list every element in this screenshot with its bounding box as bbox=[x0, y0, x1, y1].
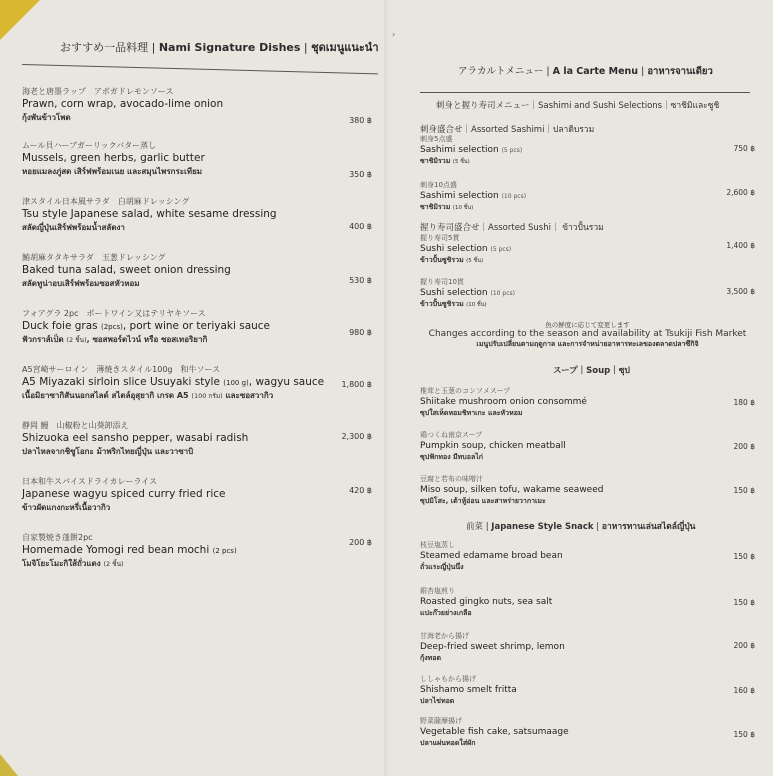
item-jp: 刺身10点盛 bbox=[420, 181, 457, 189]
item-en: Sushi selection (10 pcs) bbox=[420, 288, 515, 298]
item-th: เนื้อมิยาซากิสันนอกสไลด์ สไตล์อุสุยากิ เกรด A5 (100 กรัม) และซอสวากิว bbox=[22, 391, 274, 400]
menu-item bbox=[420, 716, 755, 749]
item-th: สลัดญี่ปุ่นเสิร์ฟพร้อมน้ำสลัดงา bbox=[22, 223, 125, 232]
item-jp: 日本和牛スパイスドライカレーライス bbox=[22, 477, 158, 486]
item-jp: 枝豆塩蒸し bbox=[420, 541, 455, 549]
item-en: Pumpkin soup, chicken meatball bbox=[420, 441, 566, 451]
item-jp: A5宮崎サーロイン 薄焼きスタイル100g 和牛ソース bbox=[22, 365, 221, 374]
assorted-sushi-heading: 握り寿司盛合せ｜Assorted Sushi｜ ข้าวปั้นรวม bbox=[420, 223, 604, 233]
item-th: ปลาแผ่นทอดใส่ผัก bbox=[420, 739, 476, 747]
item-th: ซุปใสเห็ดหอมชิทาเกะ และหัวหอม bbox=[420, 409, 523, 417]
item-th: ข้าวปั้นซูชิรวม (10 ชิ้น) bbox=[420, 300, 487, 308]
item-price: 1,800 ฿ bbox=[341, 380, 372, 389]
header-th: ชุดเมนูแนะนำ bbox=[311, 41, 379, 54]
item-th: ซาชิมิรวม (5 ชิ้น) bbox=[420, 157, 470, 165]
menu-item bbox=[420, 180, 755, 213]
item-en: Deep-fried sweet shrimp, lemon bbox=[420, 642, 565, 652]
menu-item bbox=[420, 430, 755, 463]
item-price: 420 ฿ bbox=[349, 486, 372, 495]
item-price: 150 ฿ bbox=[733, 486, 755, 495]
item-jp: 自家製焼き蓬餅2pc bbox=[22, 533, 93, 542]
seasonal-notice bbox=[420, 320, 755, 350]
menu-item bbox=[22, 476, 382, 514]
item-jp: 津スタイル日本風サラダ 白胡麻ドレッシング bbox=[22, 197, 190, 206]
item-jp: 椎茸と玉葱のコンソメスープ bbox=[420, 387, 511, 395]
menu-item bbox=[420, 233, 755, 266]
header-jp: おすすめ一品料理 bbox=[60, 41, 149, 54]
item-price: 160 ฿ bbox=[733, 686, 755, 695]
header-en: Nami Signature Dishes bbox=[158, 41, 301, 54]
item-price: 200 ฿ bbox=[733, 641, 755, 650]
item-en: Sashimi selection (5 pcs) bbox=[420, 145, 523, 155]
item-price: 150 ฿ bbox=[733, 552, 755, 561]
menu-item bbox=[22, 86, 382, 124]
menu-item bbox=[420, 631, 755, 664]
item-price: 200 ฿ bbox=[349, 538, 372, 547]
notice-en: Changes according to the season and availability at Tsukiji Fish Market bbox=[428, 329, 747, 339]
assorted-sashimi-heading: 刺身盛合せ｜Assorted Sashimi｜ปลาดิบรวม bbox=[420, 125, 595, 135]
header-en: A la Carte Menu bbox=[552, 66, 639, 77]
page-fold bbox=[384, 0, 390, 776]
snack-section-heading: 前菜 | Japanese Style Snack | อาหารทานเล่นสไตล์ญี่ปุ่น bbox=[466, 522, 696, 532]
item-jp: 甘海老から揚げ bbox=[420, 632, 469, 640]
menu-item bbox=[420, 277, 755, 310]
item-en: Sushi selection (5 pcs) bbox=[420, 244, 512, 254]
item-th: แปะก๊วยย่างเกลือ bbox=[420, 609, 472, 617]
item-th: ปลาไหลจากชิซูโอกะ ม้าพริกไทยญี่ปุ่น และวาซาบิ bbox=[22, 447, 194, 456]
item-th: ข้าวปั้นซูชิรวม (5 ชิ้น) bbox=[420, 256, 484, 264]
sashimi-section-heading: 刺身と握り寿司メニュー｜Sashimi and Sushi Selections｜ซาชิมิและซูชิ bbox=[436, 101, 720, 111]
item-price: 400 ฿ bbox=[349, 222, 372, 231]
notice-th: เมนูปรับเปลี่ยนตามฤดูกาล และการจำหน่ายอาหารทะเลของตลาดปลาซึกิจิ bbox=[476, 340, 699, 348]
item-en: Prawn, corn wrap, avocado-lime onion bbox=[22, 98, 224, 110]
stray-mark: › bbox=[392, 30, 396, 39]
menu-item bbox=[22, 252, 382, 290]
item-price: 380 ฿ bbox=[349, 116, 372, 125]
item-jp: 鶏つくね南京スープ bbox=[420, 431, 483, 439]
menu-item bbox=[22, 196, 382, 234]
header-th: อาหารจานเดียว bbox=[647, 66, 713, 77]
menu-item bbox=[420, 134, 755, 167]
item-en: Shishamo smelt fritta bbox=[420, 685, 517, 695]
item-en: Tsu style Japanese salad, white sesame dressing bbox=[22, 208, 277, 220]
menu-item bbox=[420, 586, 755, 619]
header-rule bbox=[22, 64, 378, 74]
item-price: 150 ฿ bbox=[733, 730, 755, 739]
item-price: 2,300 ฿ bbox=[341, 432, 372, 441]
corner-decoration bbox=[0, 0, 40, 40]
item-en: Miso soup, silken tofu, wakame seaweed bbox=[420, 485, 604, 495]
menu-item bbox=[22, 140, 382, 178]
menu-item bbox=[22, 420, 382, 458]
menu-item bbox=[420, 674, 755, 707]
item-en: Shizuoka eel sansho pepper, wasabi radish bbox=[22, 432, 249, 444]
item-th: กุ้งทอด bbox=[420, 654, 442, 662]
item-th: ถั่วแระญี่ปุ่นนึ่ง bbox=[420, 563, 464, 571]
item-th: ซาชิมิรวม (10 ชิ้น) bbox=[420, 203, 474, 211]
header-jp: アラカルトメニュー bbox=[458, 66, 544, 77]
item-th: ซุปมิโสะ, เต้าหู้อ่อน และสาหร่ายวากาเมะ bbox=[420, 497, 546, 505]
item-en: Mussels, green herbs, garlic butter bbox=[22, 152, 205, 164]
menu-item bbox=[420, 540, 755, 573]
item-price: 530 ฿ bbox=[349, 276, 372, 285]
item-th: ซุปฟักทอง มีทบอลไก่ bbox=[420, 453, 483, 461]
item-jp: 海老と唐墨ラップ アボガドレモンソース bbox=[22, 87, 174, 96]
item-en: Homemade Yomogi red bean mochi (2 pcs) bbox=[22, 544, 237, 556]
item-jp: ししゃもから揚げ bbox=[420, 675, 476, 683]
item-en: Japanese wagyu spiced curry fried rice bbox=[22, 488, 226, 500]
item-jp: 握り寿司5貫 bbox=[420, 234, 460, 242]
item-en: Steamed edamame broad bean bbox=[420, 551, 563, 561]
menu-item bbox=[420, 386, 755, 419]
item-price: 750 ฿ bbox=[733, 144, 755, 153]
item-price: 150 ฿ bbox=[733, 598, 755, 607]
menu-item bbox=[420, 474, 755, 507]
item-price: 180 ฿ bbox=[733, 398, 755, 407]
menu-item bbox=[22, 364, 382, 402]
item-price: 350 ฿ bbox=[349, 170, 372, 179]
item-en: A5 Miyazaki sirloin slice Usuyaki style (100 g), wagyu sauce bbox=[22, 376, 325, 388]
item-jp: 鮪胡麻タタキサラダ 玉葱ドレッシング bbox=[22, 253, 166, 262]
item-th: ปลาไข่ทอด bbox=[420, 697, 455, 705]
item-jp: 豆腐と若布の味噌汁 bbox=[420, 475, 483, 483]
menu-item bbox=[22, 532, 382, 570]
item-jp: 静岡 鰻 山椒粉と山葵卸添え bbox=[22, 421, 129, 430]
item-jp: 野菜薩摩揚げ bbox=[420, 717, 462, 725]
corner-decoration-bottom bbox=[0, 754, 18, 776]
menu-item bbox=[22, 308, 382, 346]
item-th: ฟัวกราส์เป็ด (2 ชิ้น), ซอสพอร์ตไวน์ หรือ ซอสเทอริยากิ bbox=[22, 335, 208, 344]
item-jp: 握り寿司10貫 bbox=[420, 278, 464, 286]
item-en: Shiitake mushroom onion consommé bbox=[420, 397, 587, 407]
notice-jp: 魚の鮮度に応じて変更します bbox=[545, 321, 630, 329]
item-jp: フォアグラ 2pc ポートワイン又はテリヤキソース bbox=[22, 309, 206, 318]
item-price: 200 ฿ bbox=[733, 442, 755, 451]
item-jp: 銀杏塩煎り bbox=[420, 587, 455, 595]
right-page-header: アラカルトメニュー | A la Carte Menu | อาหารจานเดียว bbox=[458, 66, 713, 77]
item-en: Roasted gingko nuts, sea salt bbox=[420, 597, 553, 607]
left-page-header: おすすめ一品料理 | Nami Signature Dishes | ชุดเมนูแนะนำ bbox=[60, 41, 379, 54]
item-price: 1,400 ฿ bbox=[726, 241, 755, 250]
item-price: 2,600 ฿ bbox=[726, 188, 755, 197]
item-price: 980 ฿ bbox=[349, 328, 372, 337]
item-price: 3,500 ฿ bbox=[726, 287, 755, 296]
item-en: Vegetable fish cake, satsumaage bbox=[420, 727, 569, 737]
item-th: ข้าวผัดแกงกะหรี่เนื้อวากิว bbox=[22, 503, 111, 512]
item-th: โมจิโยะโมะกิใส้ถั่วแดง (2 ชิ้น) bbox=[22, 559, 124, 568]
soup-section-heading: スープ｜Soup｜ซุป bbox=[553, 366, 630, 376]
item-en: Duck foie gras (2pcs), port wine or teriyaki sauce bbox=[22, 320, 271, 332]
item-th: สลัดทูน่าอบเสิร์ฟพร้อมซอสหัวหอม bbox=[22, 279, 140, 288]
item-en: Baked tuna salad, sweet onion dressing bbox=[22, 264, 231, 276]
item-jp: 刺身5点盛 bbox=[420, 135, 453, 143]
item-th: หอยแมลงภู่สด เสิร์ฟพร้อมเนย และสมุนไพรกระเทียม bbox=[22, 167, 203, 176]
item-jp: ムール貝ハーブガーリックバター蒸し bbox=[22, 141, 157, 150]
header-rule bbox=[420, 92, 750, 93]
item-en: Sashimi selection (10 pcs) bbox=[420, 191, 527, 201]
item-th: กุ้งพันข้าวโพด bbox=[22, 113, 71, 122]
